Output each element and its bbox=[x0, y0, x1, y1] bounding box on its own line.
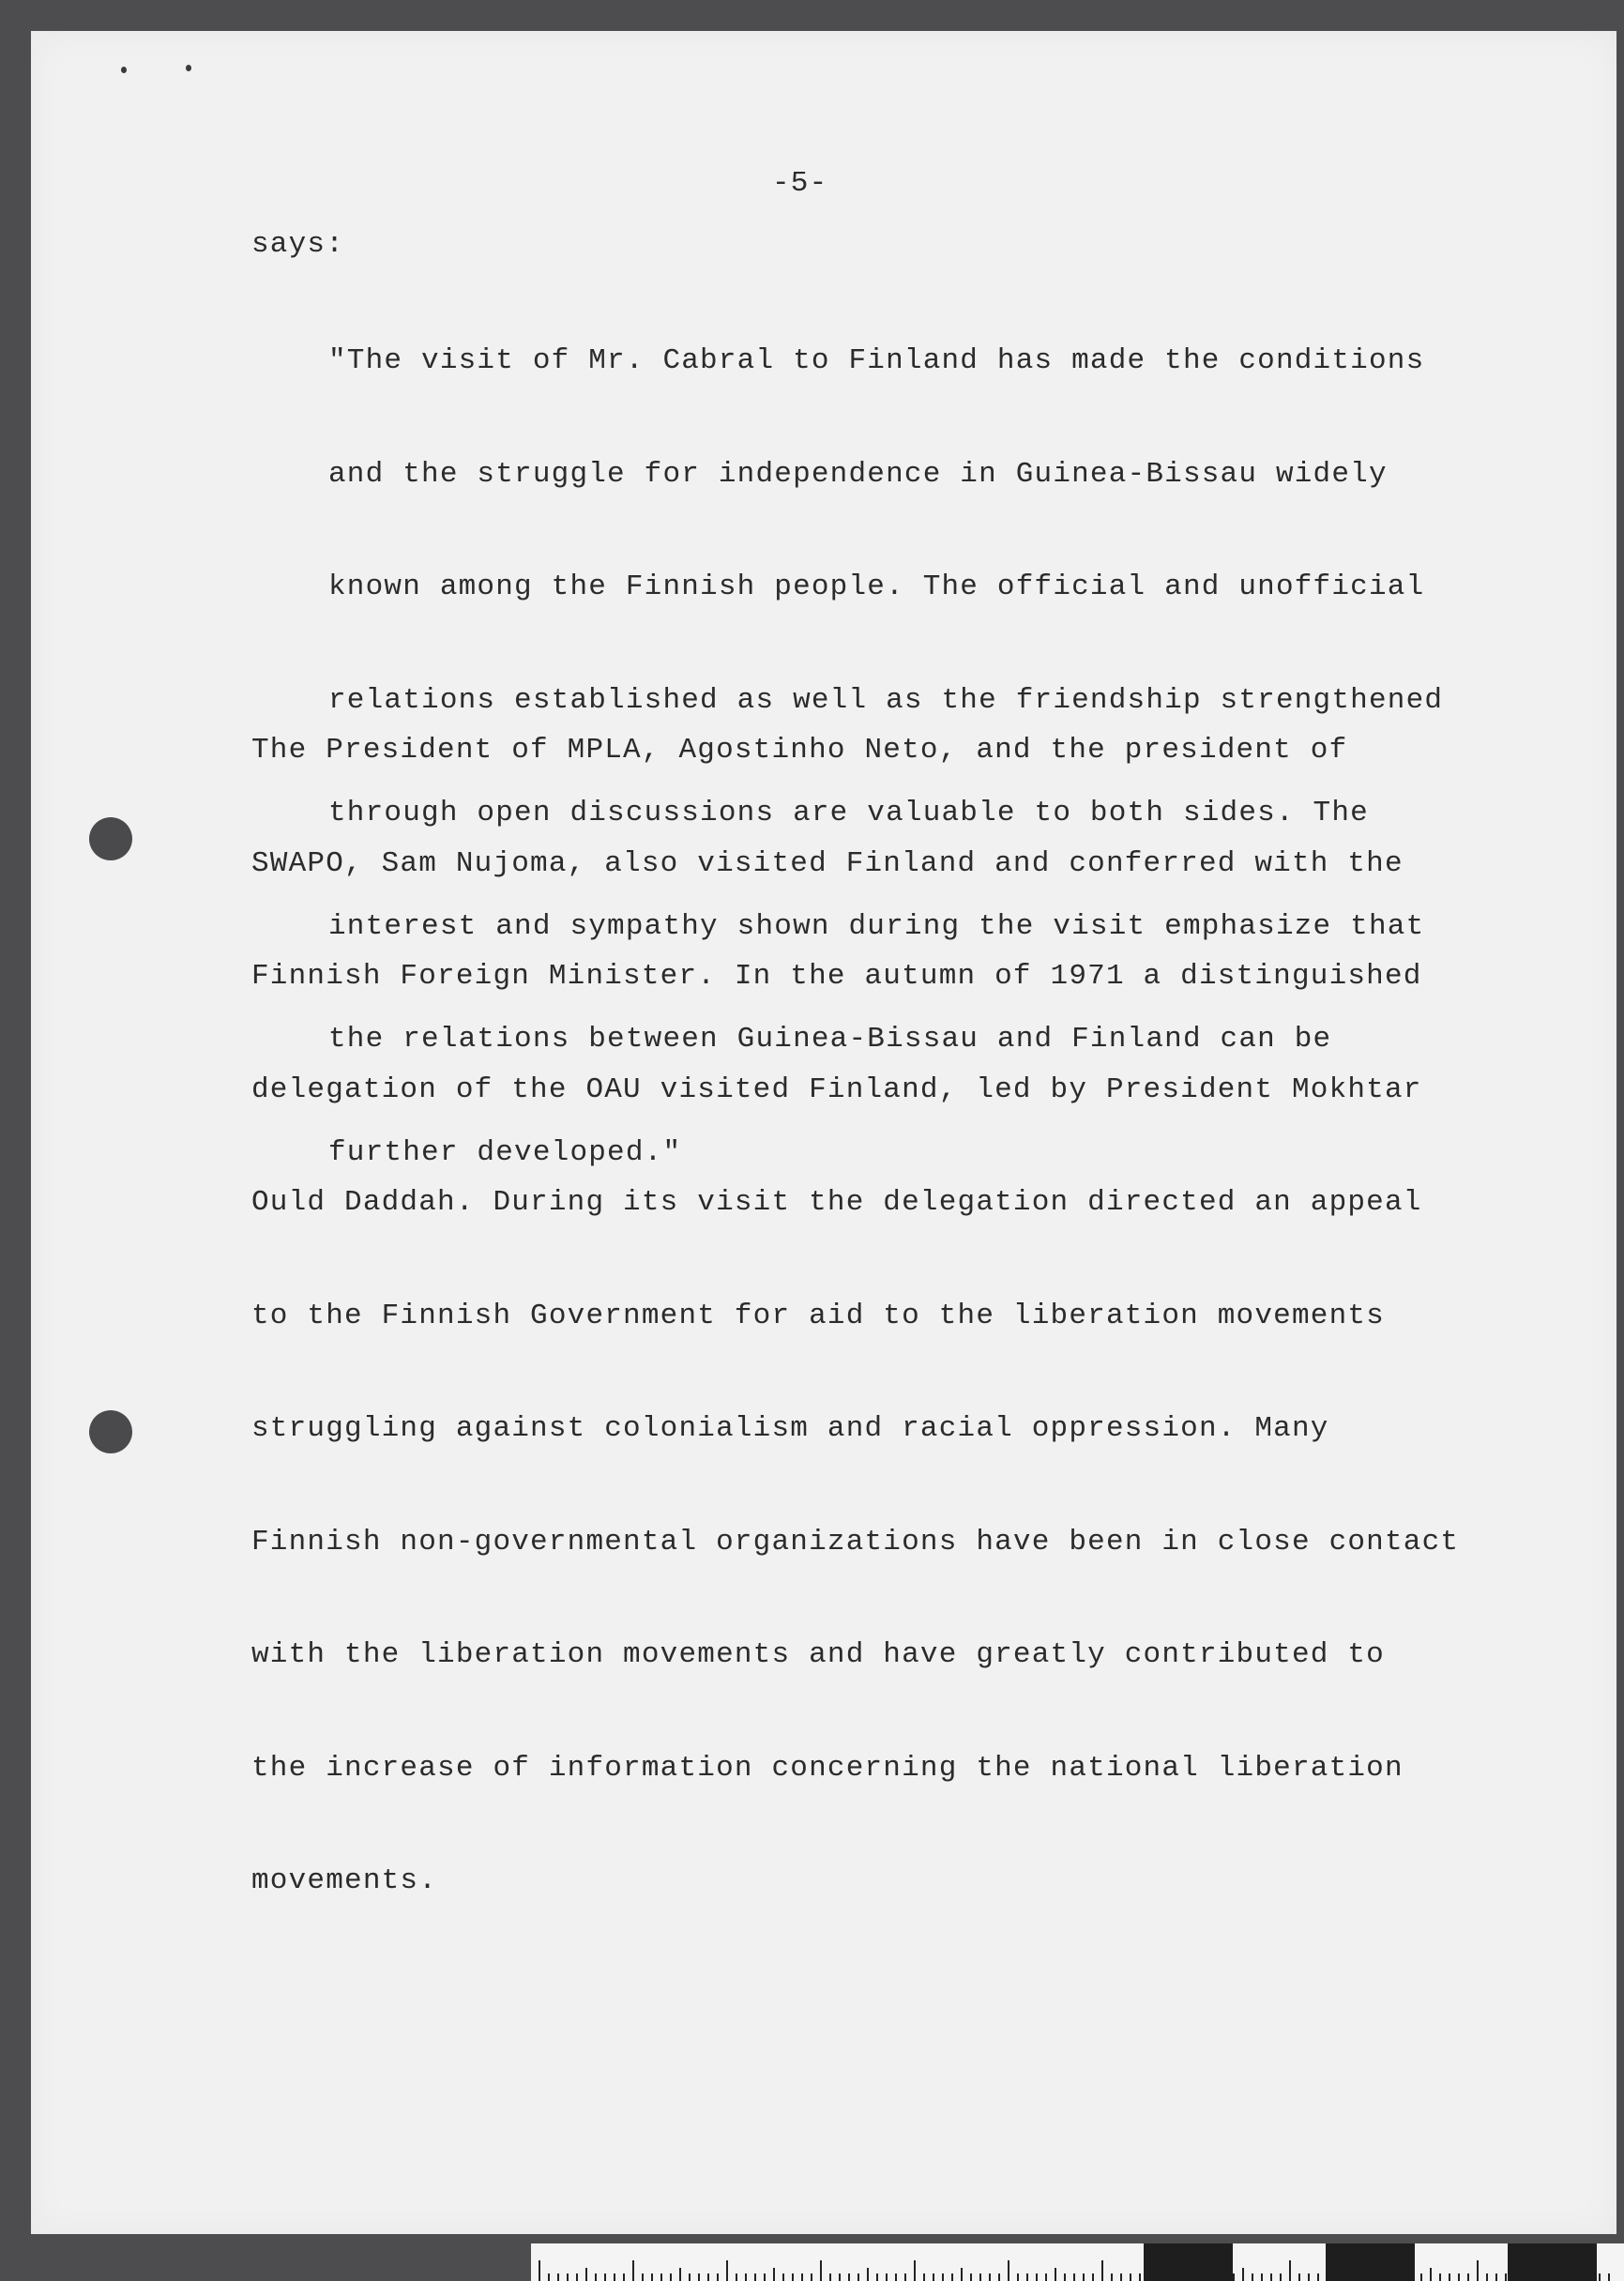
ruler-tick bbox=[604, 2273, 606, 2281]
ruler-tick bbox=[867, 2268, 869, 2281]
ruler-tick bbox=[820, 2260, 822, 2281]
ruler-tick bbox=[1073, 2273, 1075, 2281]
ruler-tick bbox=[1252, 2273, 1253, 2281]
ruler-tick bbox=[811, 2273, 812, 2281]
ruler-tick bbox=[623, 2273, 625, 2281]
ruler-tick bbox=[933, 2273, 934, 2281]
ruler-tick bbox=[689, 2273, 691, 2281]
ruler-tick bbox=[670, 2273, 672, 2281]
ruler-tick bbox=[764, 2273, 766, 2281]
ruler-tick bbox=[1026, 2273, 1028, 2281]
ruler-tick bbox=[1008, 2260, 1009, 2281]
paragraph-line: Finnish non-governmental organizations have been in close contact bbox=[251, 1525, 1460, 1559]
ruler-tick bbox=[961, 2268, 963, 2281]
ruler-tick bbox=[707, 2273, 709, 2281]
ruler-tick bbox=[1261, 2273, 1263, 2281]
ruler-tick bbox=[1017, 2273, 1019, 2281]
ruler-tick bbox=[886, 2273, 888, 2281]
ruler-block bbox=[1508, 2243, 1597, 2281]
paragraph-line: struggling against colonialism and racial oppression. Many bbox=[251, 1412, 1329, 1445]
ruler-tick bbox=[1233, 2273, 1235, 2281]
paragraph-line: Ould Daddah. During its visit the delegation directed an appeal bbox=[251, 1186, 1422, 1219]
ruler-tick bbox=[1092, 2273, 1094, 2281]
ruler-tick bbox=[1036, 2273, 1038, 2281]
ruler-tick bbox=[651, 2273, 653, 2281]
ruler-tick bbox=[1120, 2273, 1122, 2281]
ruler-tick bbox=[567, 2273, 569, 2281]
scale-ruler bbox=[531, 2243, 1624, 2281]
ruler-tick bbox=[1280, 2273, 1282, 2281]
punch-hole-lower bbox=[89, 1410, 132, 1453]
quote-line: further developed." bbox=[328, 1135, 682, 1169]
ruler-tick bbox=[614, 2273, 615, 2281]
ruler-tick bbox=[1449, 2273, 1450, 2281]
ruler-tick bbox=[1317, 2273, 1319, 2281]
ruler-tick bbox=[904, 2273, 906, 2281]
ruler-block bbox=[1326, 2243, 1415, 2281]
ruler-tick bbox=[1439, 2273, 1441, 2281]
ruler-tick bbox=[942, 2273, 944, 2281]
ruler-tick bbox=[792, 2273, 794, 2281]
quote-line: known among the Finnish people. The official and unofficial bbox=[328, 570, 1425, 603]
ruler-tick bbox=[539, 2260, 540, 2281]
paragraph-line: SWAPO, Sam Nujoma, also visited Finland and conferred with the bbox=[251, 846, 1404, 880]
ruler-tick bbox=[998, 2273, 1000, 2281]
ruler-tick bbox=[632, 2260, 634, 2281]
paper-speck bbox=[121, 67, 127, 73]
ruler-tick bbox=[1045, 2273, 1047, 2281]
ruler-tick bbox=[1111, 2273, 1113, 2281]
ruler-tick bbox=[1430, 2268, 1432, 2281]
paper-speck bbox=[186, 65, 191, 71]
quote-line: and the struggle for independence in Guinea-Bissau widely bbox=[328, 457, 1388, 491]
ruler-tick bbox=[1083, 2273, 1085, 2281]
ruler-tick bbox=[1505, 2273, 1507, 2281]
ruler-tick bbox=[1064, 2273, 1066, 2281]
paragraph-line: delegation of the OAU visited Finland, led by President Mokhtar bbox=[251, 1072, 1422, 1106]
quote-line: interest and sympathy shown during the visit emphasize that bbox=[328, 909, 1425, 943]
ruler-tick bbox=[839, 2273, 841, 2281]
ruler-tick bbox=[970, 2273, 972, 2281]
ruler-tick bbox=[1130, 2273, 1131, 2281]
ruler-tick bbox=[1298, 2273, 1300, 2281]
paragraph-line: to the Finnish Government for aid to the liberation movements bbox=[251, 1299, 1385, 1332]
ruler-tick bbox=[951, 2273, 953, 2281]
ruler-tick bbox=[858, 2273, 859, 2281]
ruler-tick bbox=[848, 2273, 850, 2281]
intro-word: says: bbox=[251, 228, 345, 261]
ruler-tick bbox=[829, 2273, 831, 2281]
ruler-tick bbox=[1608, 2273, 1610, 2281]
ruler-tick bbox=[557, 2273, 559, 2281]
ruler-tick bbox=[1467, 2273, 1469, 2281]
page-number: -5- bbox=[772, 167, 828, 200]
ruler-tick bbox=[923, 2273, 925, 2281]
ruler-tick bbox=[726, 2260, 728, 2281]
ruler-tick bbox=[1270, 2273, 1272, 2281]
ruler-tick bbox=[576, 2273, 578, 2281]
quote-line: relations established as well as the friendship strengthened bbox=[328, 683, 1444, 717]
ruler-tick bbox=[660, 2273, 662, 2281]
ruler-tick bbox=[773, 2268, 775, 2281]
ruler-tick bbox=[979, 2273, 981, 2281]
ruler-tick bbox=[595, 2273, 597, 2281]
ruler-tick bbox=[1495, 2273, 1497, 2281]
ruler-tick bbox=[548, 2273, 550, 2281]
ruler-tick bbox=[754, 2273, 756, 2281]
quote-line: through open discussions are valuable to both sides. The bbox=[328, 797, 1369, 829]
ruler-tick bbox=[745, 2273, 747, 2281]
ruler-tick bbox=[585, 2268, 587, 2281]
quote-line: the relations between Guinea-Bissau and Finland can be bbox=[328, 1023, 1332, 1056]
ruler-tick bbox=[736, 2273, 737, 2281]
ruler-tick bbox=[1458, 2273, 1460, 2281]
paragraph-line: The President of MPLA, Agostinho Neto, and the president of bbox=[251, 734, 1348, 767]
ruler-tick bbox=[801, 2273, 803, 2281]
ruler-tick bbox=[914, 2260, 916, 2281]
ruler-tick bbox=[876, 2273, 878, 2281]
paragraph-line: with the liberation movements and have greatly contributed to bbox=[251, 1638, 1385, 1671]
ruler-tick bbox=[782, 2273, 784, 2281]
ruler-tick bbox=[698, 2273, 700, 2281]
ruler-tick bbox=[1101, 2260, 1103, 2281]
ruler-tick bbox=[1477, 2260, 1479, 2281]
ruler-tick bbox=[1289, 2260, 1291, 2281]
ruler-tick bbox=[1486, 2273, 1488, 2281]
paragraph-line: the increase of information concerning the national liberation bbox=[251, 1751, 1404, 1785]
ruler-block bbox=[1144, 2243, 1233, 2281]
ruler-tick bbox=[1242, 2268, 1244, 2281]
ruler-tick bbox=[1055, 2268, 1056, 2281]
ruler-tick bbox=[1139, 2273, 1141, 2281]
ruler-tick bbox=[1599, 2273, 1601, 2281]
ruler-tick bbox=[717, 2273, 719, 2281]
ruler-tick bbox=[642, 2273, 644, 2281]
ruler-tick bbox=[1308, 2273, 1310, 2281]
main-paragraph bbox=[251, 661, 1459, 1939]
ruler-tick bbox=[895, 2273, 897, 2281]
punch-hole-upper bbox=[89, 817, 132, 860]
paragraph-line: Finnish Foreign Minister. In the autumn of 1971 a distinguished bbox=[251, 960, 1422, 993]
ruler-tick bbox=[989, 2273, 991, 2281]
quote-line: "The visit of Mr. Cabral to Finland has made the conditions bbox=[328, 344, 1425, 377]
ruler-tick bbox=[1420, 2273, 1422, 2281]
paragraph-line: movements. bbox=[251, 1864, 438, 1897]
ruler-tick bbox=[679, 2268, 681, 2281]
